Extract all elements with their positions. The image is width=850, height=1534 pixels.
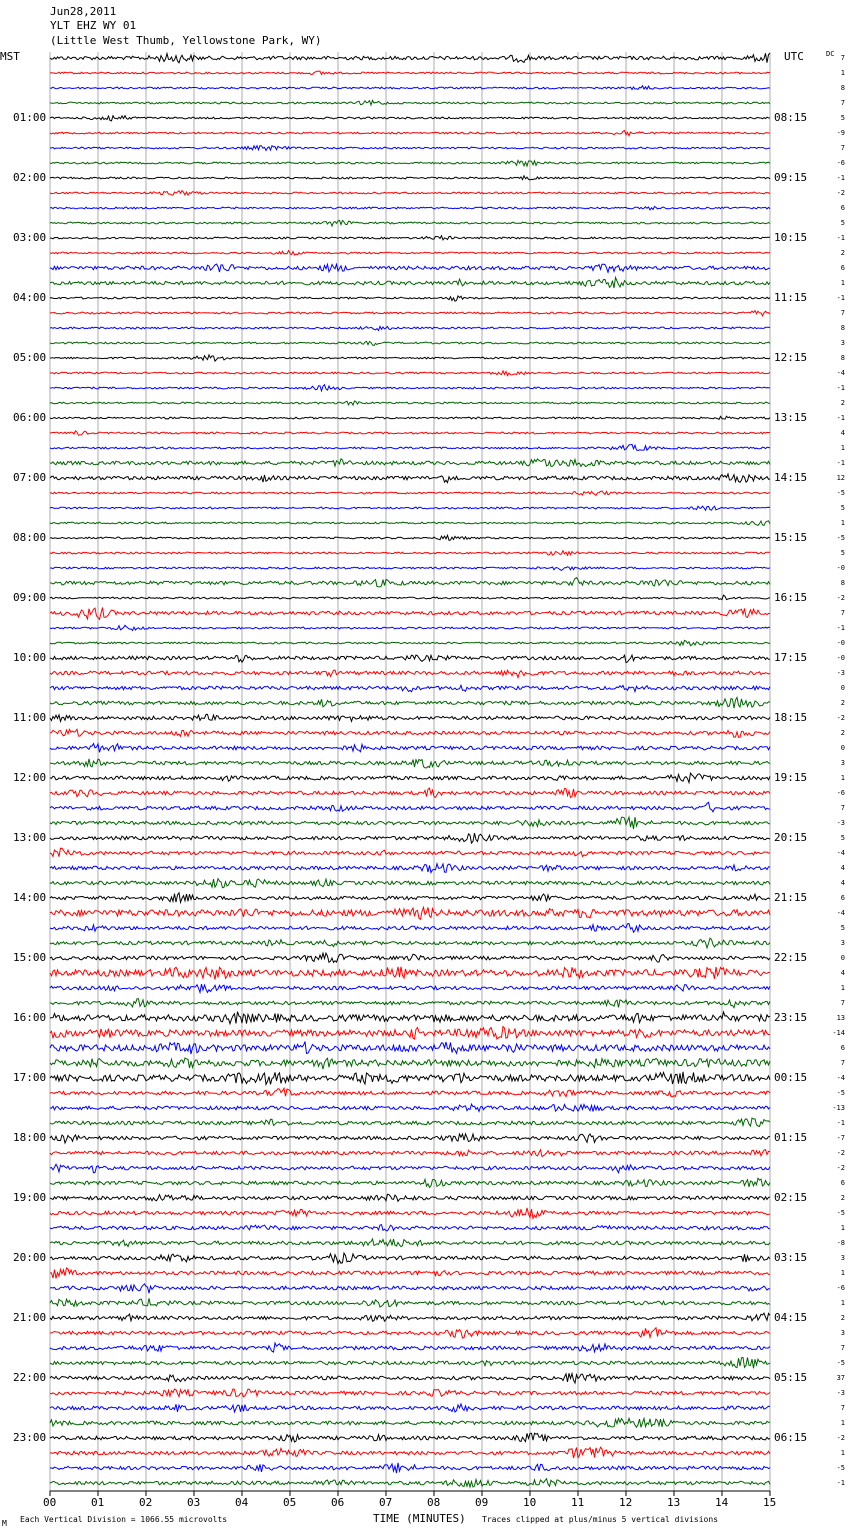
seismic-trace [50, 714, 770, 721]
dc-offset-value: 8 [840, 354, 845, 362]
dc-offset-value: 2 [840, 729, 845, 737]
dc-offset-value: -2 [836, 189, 845, 197]
dc-offset-value: -1 [836, 624, 845, 632]
left-hour-label: 14:00 [13, 891, 47, 904]
header-station: YLT EHZ WY 01 [50, 19, 137, 32]
right-hour-label: 08:15 [774, 111, 808, 124]
dc-offset-value: 1 [840, 279, 845, 287]
seismic-trace [50, 640, 770, 645]
seismic-trace [50, 86, 770, 90]
seismic-trace [50, 833, 770, 843]
dc-offset-value: 7 [840, 1404, 845, 1412]
dc-offset-value: -1 [836, 459, 845, 467]
dc-offset-value: 13 [836, 1014, 845, 1022]
seismic-trace [50, 999, 770, 1008]
seismic-trace [50, 251, 770, 256]
seismic-trace [50, 907, 770, 919]
dc-offset-value: -9 [836, 129, 845, 137]
seismic-trace [50, 1404, 770, 1412]
x-tick-label: 10 [523, 1496, 537, 1509]
seismic-trace [50, 1479, 770, 1487]
seismic-trace [50, 1268, 770, 1278]
seismic-trace [50, 1418, 770, 1427]
dc-offset-value: 7 [840, 99, 845, 107]
seismic-trace [50, 1150, 770, 1157]
seismic-trace [50, 625, 770, 630]
dc-offset-value: -2 [836, 1149, 845, 1157]
right-hour-label: 11:15 [774, 291, 808, 304]
dc-offset-value: -2 [836, 1434, 845, 1442]
x-tick-label: 08 [427, 1496, 441, 1509]
seismic-trace [50, 1328, 770, 1338]
dc-offset-value: 5 [840, 834, 845, 842]
dc-offset-value: -1 [836, 294, 845, 302]
right-hour-label: 12:15 [774, 351, 808, 364]
dc-offset-value: 7 [840, 144, 845, 152]
seismic-trace [50, 924, 770, 933]
dc-offset-value: -3 [836, 819, 845, 827]
seismic-trace [50, 1389, 770, 1397]
left-hour-label: 16:00 [13, 1011, 47, 1024]
x-tick-label: 11 [571, 1496, 585, 1509]
seismic-trace [50, 759, 770, 768]
dc-offset-value: -0 [836, 654, 845, 662]
dc-offset-value: -4 [836, 369, 845, 377]
seismic-trace [50, 371, 770, 376]
dc-offset-value: -3 [836, 669, 845, 677]
dc-offset-value: 1 [840, 984, 845, 992]
seismic-trace [50, 1088, 770, 1097]
dc-offset-value: 1 [840, 1269, 845, 1277]
dc-offset-value: 7 [840, 804, 845, 812]
seismic-trace [50, 474, 770, 483]
right-hour-label: 19:15 [774, 771, 808, 784]
x-tick-label: 12 [619, 1496, 633, 1509]
seismic-trace [50, 984, 770, 992]
seismic-trace [50, 491, 770, 495]
seismic-trace [50, 459, 770, 467]
seismic-trace [50, 697, 770, 708]
dc-offset-value: 1 [840, 1449, 845, 1457]
seismic-trace [50, 729, 770, 737]
left-hour-label: 11:00 [13, 711, 47, 724]
seismic-trace [50, 670, 770, 678]
dc-offset-value: -0 [836, 564, 845, 572]
left-hour-label: 05:00 [13, 351, 47, 364]
dc-offset-value: -1 [836, 234, 845, 242]
seismic-trace [50, 431, 770, 436]
right-hour-label: 03:15 [774, 1251, 808, 1264]
seismic-trace [50, 1072, 770, 1085]
seismic-trace [50, 385, 770, 391]
seismic-trace [50, 879, 770, 888]
dc-offset-value: 5 [840, 549, 845, 557]
left-hour-label: 20:00 [13, 1251, 47, 1264]
header-date: Jun28,2011 [50, 5, 117, 18]
x-tick-label: 13 [667, 1496, 681, 1509]
right-hour-label: 18:15 [774, 711, 808, 724]
x-tick-label: 15 [763, 1496, 777, 1509]
dc-offset-value: 37 [836, 1374, 845, 1382]
dc-offset-value: -5 [836, 1209, 845, 1217]
dc-offset-value: 8 [840, 324, 845, 332]
seismic-trace [50, 207, 770, 210]
dc-offset-value: 8 [840, 84, 845, 92]
seismic-trace [50, 953, 770, 962]
dc-offset-value: -4 [836, 909, 845, 917]
seismic-trace [50, 608, 770, 620]
footer-mark: M [2, 1519, 7, 1528]
dc-offset-value: 2 [840, 249, 845, 257]
seismic-trace [50, 1463, 770, 1473]
dc-offset-value: -6 [836, 159, 845, 167]
x-tick-label: 07 [379, 1496, 393, 1509]
seismic-trace [50, 685, 770, 692]
dc-offset-value: 7 [840, 309, 845, 317]
seismic-trace [50, 1058, 770, 1069]
right-hour-label: 21:15 [774, 891, 808, 904]
seismic-trace [50, 567, 770, 571]
right-hour-label: 16:15 [774, 591, 808, 604]
seismic-trace [50, 744, 770, 753]
right-hour-label: 04:15 [774, 1311, 808, 1324]
right-hour-label: 15:15 [774, 531, 808, 544]
right-hour-label: 09:15 [774, 171, 808, 184]
dc-offset-value: -5 [836, 489, 845, 497]
seismic-trace [50, 1134, 770, 1143]
seismic-trace [50, 773, 770, 783]
seismic-trace [50, 1208, 770, 1219]
x-tick-label: 06 [331, 1496, 345, 1509]
left-hour-label: 21:00 [13, 1311, 47, 1324]
dc-offset-value: 3 [840, 339, 845, 347]
x-tick-label: 09 [475, 1496, 489, 1509]
dc-column-label: DC [826, 50, 835, 58]
seismic-trace [50, 1433, 770, 1442]
seismic-trace [50, 788, 770, 797]
left-hour-label: 22:00 [13, 1371, 47, 1384]
dc-offset-value: -2 [836, 1164, 845, 1172]
dc-offset-value: 7 [840, 1344, 845, 1352]
dc-offset-value: 6 [840, 264, 845, 272]
right-hour-label: 05:15 [774, 1371, 808, 1384]
left-hour-label: 07:00 [13, 471, 47, 484]
dc-offset-value: -2 [836, 714, 845, 722]
left-hour-label: 15:00 [13, 951, 47, 964]
dc-offset-value: -1 [836, 384, 845, 392]
dc-offset-value: 3 [840, 1254, 845, 1262]
x-tick-label: 00 [43, 1496, 57, 1509]
footer-division-note: Each Vertical Division = 1066.55 microvolts [20, 1515, 228, 1524]
left-hour-label: 10:00 [13, 651, 47, 664]
seismic-trace [50, 131, 770, 136]
dc-offset-value: 6 [840, 1044, 845, 1052]
header-location: (Little West Thumb, Yellowstone Park, WY) [50, 34, 322, 47]
dc-offset-value: 2 [840, 1314, 845, 1322]
right-timezone-label: UTC [784, 50, 804, 63]
left-hour-label: 02:00 [13, 171, 47, 184]
seismic-trace [50, 1194, 770, 1201]
dc-offset-value: 4 [840, 429, 845, 437]
dc-offset-value: 5 [840, 219, 845, 227]
left-hour-label: 23:00 [13, 1431, 47, 1444]
right-hour-label: 10:15 [774, 231, 808, 244]
seismic-trace [50, 1447, 770, 1458]
dc-offset-value: 2 [840, 399, 845, 407]
dc-offset-value: 6 [840, 1179, 845, 1187]
dc-offset-value: -1 [836, 174, 845, 182]
seismic-trace [50, 893, 770, 903]
dc-offset-value: 7 [840, 999, 845, 1007]
dc-offset-value: 4 [840, 969, 845, 977]
right-hour-label: 01:15 [774, 1131, 808, 1144]
right-hour-label: 22:15 [774, 951, 808, 964]
dc-offset-value: 8 [840, 579, 845, 587]
dc-offset-value: 5 [840, 114, 845, 122]
right-hour-label: 20:15 [774, 831, 808, 844]
dc-offset-value: 3 [840, 939, 845, 947]
seismic-trace [50, 191, 770, 196]
seismic-trace [50, 311, 770, 316]
dc-offset-value: 3 [840, 759, 845, 767]
seismic-trace [50, 416, 770, 419]
seismic-trace [50, 802, 770, 812]
seismic-trace [50, 848, 770, 856]
seismic-trace [50, 146, 770, 151]
x-tick-label: 02 [139, 1496, 153, 1509]
left-hour-label: 12:00 [13, 771, 47, 784]
seismic-trace [50, 1104, 770, 1111]
seismic-trace [50, 1012, 770, 1024]
dc-offset-value: 12 [836, 474, 845, 482]
dc-offset-value: 2 [840, 1194, 845, 1202]
dc-offset-value: 6 [840, 204, 845, 212]
left-hour-label: 01:00 [13, 111, 47, 124]
right-hour-label: 13:15 [774, 411, 808, 424]
seismic-trace [50, 53, 770, 63]
dc-offset-value: 1 [840, 1419, 845, 1427]
left-hour-label: 19:00 [13, 1191, 47, 1204]
x-tick-label: 14 [715, 1496, 729, 1509]
left-hour-label: 03:00 [13, 231, 47, 244]
right-hour-label: 00:15 [774, 1071, 808, 1084]
seismic-trace [50, 864, 770, 873]
seismic-trace [50, 296, 770, 301]
seismic-trace [50, 100, 770, 105]
dc-offset-value: 1 [840, 69, 845, 77]
dc-offset-value: 7 [840, 609, 845, 617]
dc-offset-value: -1 [836, 414, 845, 422]
dc-offset-value: -0 [836, 639, 845, 647]
dc-offset-value: 3 [840, 1329, 845, 1337]
left-hour-label: 09:00 [13, 591, 47, 604]
dc-offset-value: 1 [840, 1224, 845, 1232]
dc-offset-value: 7 [840, 54, 845, 62]
dc-offset-value: -5 [836, 534, 845, 542]
dc-offset-value: -2 [836, 594, 845, 602]
dc-offset-value: -4 [836, 1074, 845, 1082]
seismic-trace [50, 264, 770, 272]
dc-offset-value: -13 [832, 1104, 845, 1112]
right-hour-label: 06:15 [774, 1431, 808, 1444]
dc-offset-value: 6 [840, 894, 845, 902]
seismic-trace [50, 444, 770, 450]
left-hour-label: 08:00 [13, 531, 47, 544]
dc-offset-value: -3 [836, 1389, 845, 1397]
right-hour-label: 23:15 [774, 1011, 808, 1024]
dc-offset-value: -6 [836, 789, 845, 797]
seismic-trace [50, 1253, 770, 1264]
seismic-trace [50, 176, 770, 180]
right-hour-label: 14:15 [774, 471, 808, 484]
seismic-trace [50, 1298, 770, 1307]
dc-offset-value: 1 [840, 444, 845, 452]
dc-offset-value: -7 [836, 1134, 845, 1142]
dc-offset-value: 0 [840, 684, 845, 692]
seismic-trace [50, 1343, 770, 1352]
dc-offset-value: 0 [840, 954, 845, 962]
dc-offset-value: 5 [840, 924, 845, 932]
seismic-trace [50, 1118, 770, 1127]
seismic-trace [50, 236, 770, 240]
left-hour-label: 04:00 [13, 291, 47, 304]
dc-offset-value: 0 [840, 744, 845, 752]
x-axis-title: TIME (MINUTES) [373, 1512, 466, 1525]
seismic-trace [50, 1239, 770, 1247]
seismic-trace [50, 1358, 770, 1369]
left-hour-label: 13:00 [13, 831, 47, 844]
dc-offset-value: -8 [836, 1239, 845, 1247]
left-hour-label: 06:00 [13, 411, 47, 424]
seismic-trace [50, 1225, 770, 1231]
seismic-trace [50, 1373, 770, 1383]
seismic-trace [50, 71, 770, 74]
dc-offset-value: 1 [840, 519, 845, 527]
seismic-trace [50, 1164, 770, 1173]
seismic-trace [50, 817, 770, 829]
seismic-trace [50, 355, 770, 361]
seismic-trace [50, 1284, 770, 1293]
dc-offset-value: -14 [832, 1029, 845, 1037]
seismic-trace [50, 160, 770, 166]
seismic-trace [50, 506, 770, 510]
dc-offset-value: -4 [836, 849, 845, 857]
seismic-trace [50, 938, 770, 948]
dc-offset-value: 2 [840, 699, 845, 707]
seismic-trace [50, 551, 770, 556]
seismic-trace [50, 1042, 770, 1054]
seismic-trace [50, 967, 770, 980]
seismic-trace [50, 595, 770, 600]
dc-offset-value: -5 [836, 1464, 845, 1472]
seismic-trace [50, 655, 770, 663]
dc-offset-value: -1 [836, 1119, 845, 1127]
seismic-trace [50, 1027, 770, 1040]
seismic-trace [50, 535, 770, 540]
dc-offset-value: 1 [840, 774, 845, 782]
seismic-trace [50, 220, 770, 226]
x-tick-label: 04 [235, 1496, 249, 1509]
seismic-trace [50, 401, 770, 405]
dc-offset-value: 7 [840, 1059, 845, 1067]
dc-offset-value: -5 [836, 1359, 845, 1367]
seismic-trace [50, 521, 770, 526]
dc-offset-value: -6 [836, 1284, 845, 1292]
left-hour-label: 17:00 [13, 1071, 47, 1084]
dc-offset-value: -5 [836, 1089, 845, 1097]
left-timezone-label: MST [0, 50, 20, 63]
dc-offset-value: -1 [836, 1479, 845, 1487]
left-hour-label: 18:00 [13, 1131, 47, 1144]
right-hour-label: 17:15 [774, 651, 808, 664]
seismic-trace [50, 1178, 770, 1187]
right-hour-label: 02:15 [774, 1191, 808, 1204]
seismic-trace [50, 341, 770, 345]
x-tick-label: 03 [187, 1496, 201, 1509]
seismic-trace [50, 116, 770, 121]
x-tick-label: 01 [91, 1496, 105, 1509]
x-tick-label: 05 [283, 1496, 297, 1509]
seismic-trace [50, 326, 770, 330]
footer-clip-note: Traces clipped at plus/minus 5 vertical divisions [482, 1515, 719, 1524]
dc-offset-value: 4 [840, 864, 845, 872]
dc-offset-value: 5 [840, 504, 845, 512]
seismic-trace [50, 578, 770, 587]
dc-offset-value: 1 [840, 1299, 845, 1307]
seismic-trace [50, 278, 770, 289]
seismic-trace [50, 1313, 770, 1321]
dc-offset-value: 4 [840, 879, 845, 887]
